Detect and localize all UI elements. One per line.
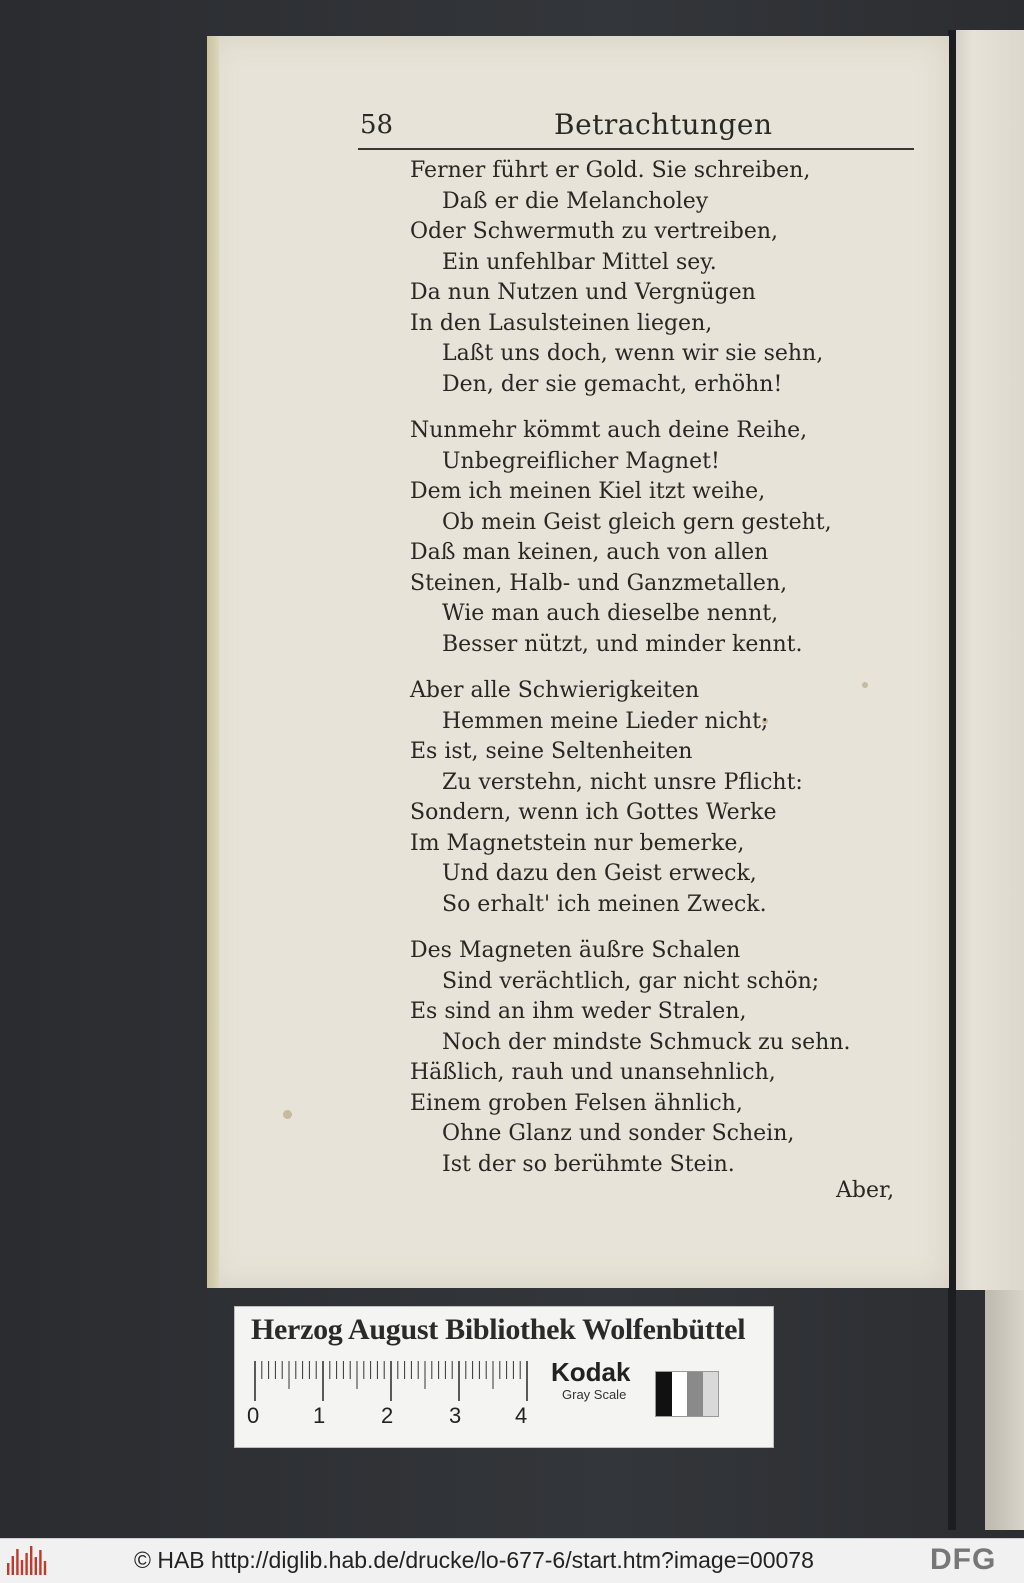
footer-bar [0, 1538, 1024, 1583]
foxing-spot [283, 1110, 292, 1119]
verse-line: Da nun Nutzen und Vergnügen [410, 280, 756, 305]
next-page-edge [950, 30, 1024, 1290]
hab-logo-bar [25, 1553, 27, 1575]
verse-line: Nunmehr kömmt auch deine Reihe, [410, 418, 808, 443]
verse-line: Laßt uns doch, wenn wir sie sehn, [442, 341, 824, 366]
verse-line: Sind verächtlich, gar nicht schön; [442, 968, 820, 994]
verse-line: Wie man auch dieselbe nennt, [442, 601, 779, 626]
hab-logo-bar [21, 1560, 23, 1575]
gray-patch [703, 1372, 719, 1416]
stanza [410, 416, 930, 660]
running-title: Betrachtungen [554, 108, 773, 141]
verse-line: Hemmen meine Lieder nicht; [442, 708, 769, 734]
gray-scale-patches [655, 1371, 719, 1417]
verse-line: In den Lasulsteinen liegen, [410, 310, 713, 336]
verse-line: Aber alle Schwierigkeiten [410, 678, 700, 703]
gray-patch [672, 1372, 688, 1416]
verse-line: So erhalt' ich meinen Zweck. [442, 891, 767, 917]
verse-line: Ob mein Geist gleich gern gesteht, [442, 509, 832, 535]
verse-line: Des Magneten äußre Schalen [410, 938, 741, 963]
header-rule [358, 148, 914, 150]
page-binding-edge [207, 36, 219, 1288]
ruler-label: 3 [449, 1403, 462, 1428]
hab-logo-bar [12, 1556, 14, 1575]
verse-line: Im Magnetstein nur bemerke, [410, 830, 745, 856]
verse-line: Ein unfehlbar Mittel sey. [442, 249, 717, 275]
ruler-label: 1 [313, 1403, 326, 1428]
verse-line: Den, der sie gemacht, erhöhn! [442, 371, 783, 397]
verse-line: Es ist, seine Seltenheiten [410, 739, 693, 764]
stanza [410, 936, 930, 1180]
measurement-ruler [253, 1359, 533, 1409]
verse-line: Zu verstehn, nicht unsre Pflicht: [442, 769, 803, 795]
verse-line: Ist der so berühmte Stein. [442, 1151, 735, 1177]
verse-line: Daß man keinen, auch von allen [410, 540, 769, 565]
verse-line: Oder Schwermuth zu vertreiben, [410, 219, 779, 244]
ruler-label: 0 [247, 1403, 260, 1428]
copyright-link[interactable]: © HAB http://diglib.hab.de/drucke/lo-677-6/start.htm?image=00078 [134, 1547, 814, 1573]
verse-line: Ohne Glanz und sonder Schein, [442, 1121, 795, 1146]
stanza [410, 676, 930, 920]
verse-line: Häßlich, rauh und unansehnlich, [410, 1060, 776, 1085]
hab-logo-bar [7, 1563, 9, 1575]
next-page-lower-edge [985, 1290, 1024, 1530]
verse-line: Daß er die Melancholey [442, 188, 709, 214]
hab-logo-bar [35, 1557, 37, 1575]
verse-line: Dem ich meinen Kiel itzt weihe, [410, 479, 766, 504]
hab-logo-bar [44, 1561, 46, 1575]
ruler-label: 4 [515, 1403, 528, 1428]
verse-line: Sondern, wenn ich Gottes Werke [410, 800, 777, 825]
gray-patch [687, 1372, 703, 1416]
catchword: Aber, [836, 1178, 895, 1203]
verse-line: Einem groben Felsen ähnlich, [410, 1090, 743, 1116]
library-color-card [234, 1306, 774, 1448]
stanza [410, 156, 930, 400]
hab-logo-icon[interactable] [5, 1545, 49, 1577]
verse-line: Ferner führt er Gold. Sie schreiben, [410, 158, 811, 183]
dfg-logo[interactable]: DFG [930, 1543, 997, 1576]
kodak-logo: Kodak [551, 1357, 631, 1387]
verse-line: Steinen, Halb- und Ganzmetallen, [410, 570, 788, 596]
kodak-gray-scale-label: Gray Scale [562, 1387, 627, 1402]
verse-line: Es sind an ihm weder Stralen, [410, 999, 747, 1024]
hab-logo-bar [39, 1550, 41, 1575]
verse-line: Noch der mindste Schmuck zu sehn. [442, 1029, 851, 1055]
gutter-shadow [948, 30, 956, 1530]
gray-patch [656, 1372, 672, 1416]
verse-line: Unbegreiflicher Magnet! [442, 448, 720, 474]
hab-logo-bar [30, 1546, 32, 1575]
poem-text [410, 156, 930, 1196]
page-header [358, 104, 918, 154]
hab-logo-bar [16, 1549, 18, 1575]
page-number: 58 [360, 110, 394, 140]
verse-line: Und dazu den Geist erweck, [442, 861, 757, 886]
library-name: Herzog August Bibliothek Wolfenbüttel [251, 1313, 746, 1346]
ruler-label: 2 [381, 1403, 394, 1428]
verse-line: Besser nützt, und minder kennt. [442, 631, 803, 657]
